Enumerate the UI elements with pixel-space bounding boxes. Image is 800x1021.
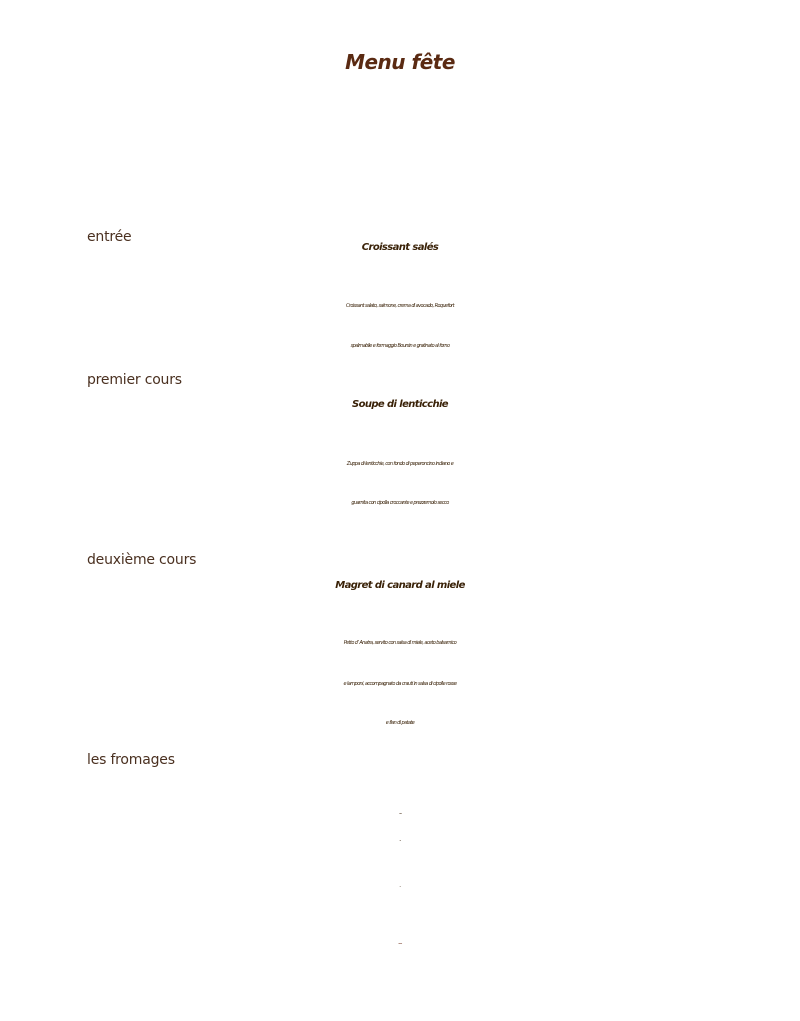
entree-desc-line1: Croissant salato, salmone, crema di avocado, Roquefort — [346, 303, 454, 309]
menu-price: € 40,00 — [399, 887, 401, 888]
entree-dish-title: Croissant salés — [361, 242, 439, 253]
deuxieme-label: deuxième cours — [87, 552, 197, 568]
deuxieme-desc-line1: Petto d’ Anatra, servito con salsa di miele, aceto balsamico — [343, 640, 457, 646]
premier-label: premier cours — [87, 372, 182, 388]
footer-note: con dolci e vini alla carta esclusi a Vostra scelta — [398, 944, 402, 945]
fromages-desc-line1: Creme di Camembert con insalatina verde con frutta secca e — [399, 814, 401, 815]
entree-desc-line2: spalmabile e formaggio Boursin e gratinato al forno — [350, 343, 450, 349]
menu-title: Menu fête — [345, 50, 455, 74]
deuxieme-dish-title: Magret di canard al miele — [335, 580, 465, 591]
fromages-desc-line2 — [0, 828, 800, 856]
deuxieme-desc-line2: e lamponi, accompagnato da crauti in salsa di cipolle rosse — [343, 681, 457, 687]
fromages-label: les fromages — [87, 752, 175, 768]
premier-dish-title: Soupe di lenticchie — [351, 399, 448, 410]
premier-desc-line1: Zuppa di lenticchie, con fondo di peperoncino indiano e — [346, 461, 454, 467]
premier-desc-line2: guarnita con cipolla croccante e prezzemolo secco — [351, 500, 449, 506]
entree-label: entrée — [87, 229, 132, 245]
deuxieme-desc-line3: e flan di patate — [385, 720, 415, 726]
